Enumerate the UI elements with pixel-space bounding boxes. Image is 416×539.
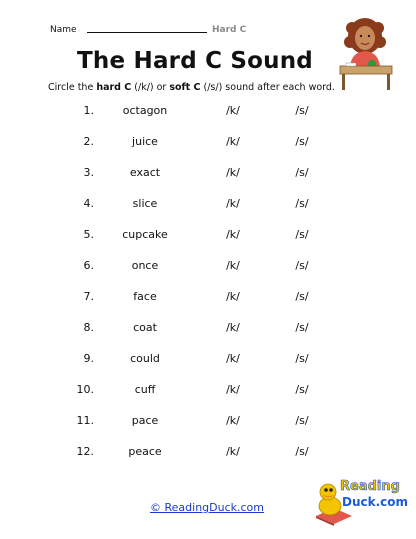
item-number: 1. xyxy=(83,104,94,117)
list-item xyxy=(0,259,416,279)
list-item xyxy=(0,135,416,155)
option-s[interactable]: /s/ xyxy=(295,104,309,117)
option-k[interactable]: /k/ xyxy=(226,445,240,458)
list-item xyxy=(0,166,416,186)
item-number: 2. xyxy=(83,135,94,148)
option-k[interactable]: /k/ xyxy=(226,135,240,148)
item-word: pace xyxy=(131,414,159,427)
option-k[interactable]: /k/ xyxy=(226,166,240,179)
item-number: 3. xyxy=(83,166,94,179)
item-number: 8. xyxy=(83,321,94,334)
instructions-text-3: (/s/) sound after each word. xyxy=(200,82,335,93)
option-s[interactable]: /s/ xyxy=(295,414,309,427)
list-item xyxy=(0,104,416,124)
option-k[interactable]: /k/ xyxy=(226,228,240,241)
option-s[interactable]: /s/ xyxy=(295,290,309,303)
item-number: 5. xyxy=(83,228,94,241)
option-s[interactable]: /s/ xyxy=(295,166,309,179)
item-number: 9. xyxy=(83,352,94,365)
option-k[interactable]: /k/ xyxy=(226,290,240,303)
item-word: could xyxy=(130,352,160,365)
option-s[interactable]: /s/ xyxy=(295,352,309,365)
instructions-text-1: Circle the xyxy=(48,82,97,93)
list-item xyxy=(0,321,416,341)
option-s[interactable]: /s/ xyxy=(295,197,309,210)
name-row xyxy=(50,25,207,35)
option-s[interactable]: /s/ xyxy=(295,259,309,272)
instructions-text-2: (/k/) or xyxy=(131,82,170,93)
item-word: juice xyxy=(132,135,158,148)
item-word: peace xyxy=(128,445,162,458)
option-s[interactable]: /s/ xyxy=(295,321,309,334)
item-number: 6. xyxy=(83,259,94,272)
name-label: Name xyxy=(50,25,77,35)
item-number: 7. xyxy=(83,290,94,303)
option-k[interactable]: /k/ xyxy=(226,197,240,210)
list-item xyxy=(0,197,416,217)
option-k[interactable]: /k/ xyxy=(226,352,240,365)
logo-text-reading: Reading xyxy=(340,479,400,494)
readingduck-logo xyxy=(310,466,409,526)
item-number: 10. xyxy=(76,383,94,396)
list-item xyxy=(0,352,416,372)
list-item xyxy=(0,383,416,403)
item-word: exact xyxy=(129,166,161,179)
list-item xyxy=(0,290,416,310)
option-k[interactable]: /k/ xyxy=(226,104,240,117)
option-k[interactable]: /k/ xyxy=(226,321,240,334)
list-item xyxy=(0,228,416,248)
instructions xyxy=(48,82,335,93)
readingduck-link[interactable]: © ReadingDuck.com xyxy=(150,501,264,514)
logo-text-duck: Duck.com xyxy=(342,495,409,509)
option-s[interactable]: /s/ xyxy=(295,383,309,396)
item-number: 11. xyxy=(76,414,94,427)
item-word: octagon xyxy=(122,104,168,117)
item-word: face xyxy=(133,290,157,303)
item-number: 12. xyxy=(76,445,94,458)
item-word: cuff xyxy=(134,383,156,396)
worksheet-tag: Hard C xyxy=(212,25,247,35)
item-word: slice xyxy=(132,197,158,210)
item-word: once xyxy=(131,259,159,272)
item-word: cupcake xyxy=(122,228,168,241)
instructions-hard-c: hard C xyxy=(96,82,132,93)
list-item xyxy=(0,414,416,434)
page-title: The Hard C Sound xyxy=(77,48,313,74)
option-k[interactable]: /k/ xyxy=(226,414,240,427)
item-word: coat xyxy=(133,321,157,334)
item-number: 4. xyxy=(83,197,94,210)
name-line[interactable] xyxy=(87,32,207,33)
list-item xyxy=(0,445,416,465)
instructions-soft-c: soft C xyxy=(169,82,201,93)
option-s[interactable]: /s/ xyxy=(295,445,309,458)
option-k[interactable]: /k/ xyxy=(226,259,240,272)
option-s[interactable]: /s/ xyxy=(295,135,309,148)
option-k[interactable]: /k/ xyxy=(226,383,240,396)
option-s[interactable]: /s/ xyxy=(295,228,309,241)
